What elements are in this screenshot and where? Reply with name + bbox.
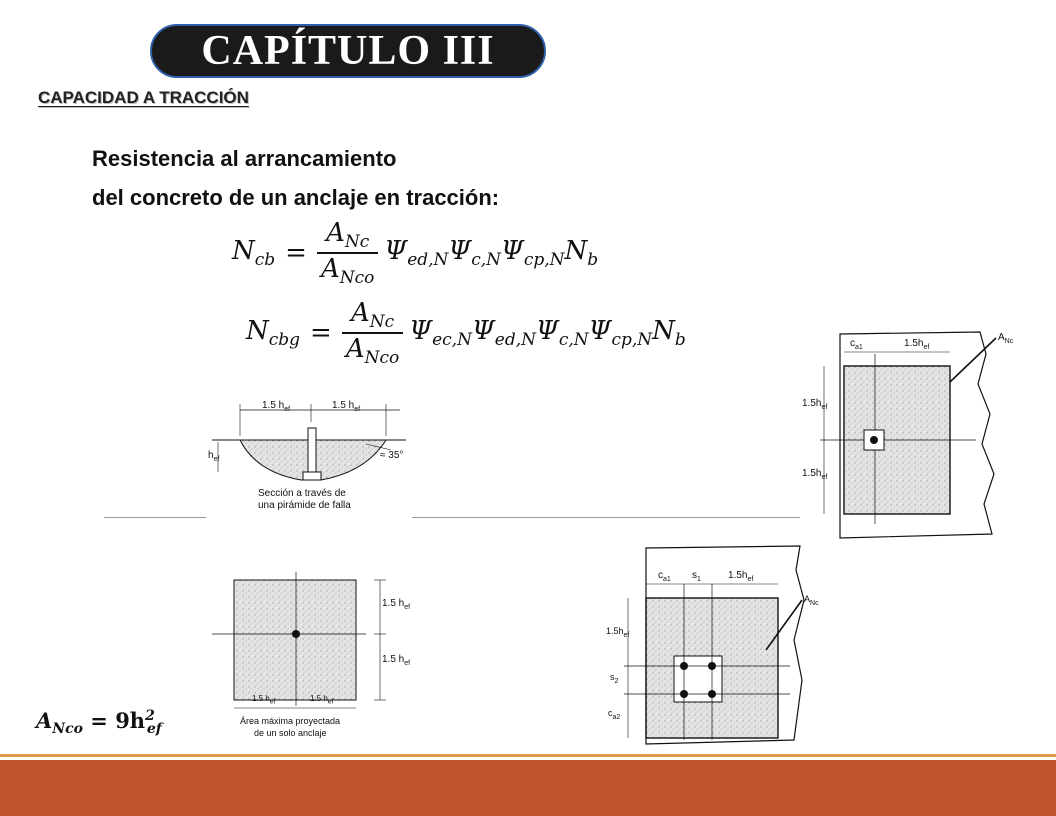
group-ca1: $c_{a1}$ xyxy=(658,570,671,583)
group-s1: $s_1$ xyxy=(692,570,701,583)
group-left-top: $1.5h_{ef}$ xyxy=(606,626,630,639)
footer-rule xyxy=(0,754,1056,757)
group-ca2: $c_{a2}$ xyxy=(608,708,621,721)
group-s2: $s_2$ xyxy=(610,672,619,685)
figure-edge-single xyxy=(800,324,1032,546)
section-caption-1: Sección a través de xyxy=(258,488,346,499)
group-top-right: $1.5h_{ef}$ xyxy=(728,570,754,583)
section-angle: ≈ 35° xyxy=(380,450,404,461)
heading-line-2: del concreto de un anclaje en tracción: xyxy=(92,185,500,210)
eq2-lhs: $N_{cbg}$ xyxy=(246,316,301,351)
plan-dim-top: 1.5 $h_{ef}$ xyxy=(382,598,411,611)
edge-left-top: $1.5h_{ef}$ xyxy=(802,398,828,411)
figure-plan-single xyxy=(206,566,412,742)
group-drawing xyxy=(604,540,842,746)
section-subtitle: CAPACIDAD A TRACCIÓN xyxy=(38,88,249,107)
edge-top-right: $1.5h_{ef}$ xyxy=(904,338,930,351)
edge-ca1: $c_{a1}$ xyxy=(850,338,863,351)
equation-ncbg: $N_{cbg}$ = $\frac{A_{Nc}}{A_{Nco}}$ $\Psi_{ec,N}\Psi_{ed,N}\Psi_{c,N}\Psi_{cp,N}N_b$ xyxy=(246,298,686,369)
chapter-banner xyxy=(150,24,546,78)
figure-anchor-group xyxy=(604,540,842,746)
heading-line-1: Resistencia al arrancamiento xyxy=(92,146,397,171)
edge-single-drawing xyxy=(800,324,1032,546)
edge-left-bottom: $1.5h_{ef}$ xyxy=(802,468,828,481)
edge-area-label: $A_{Nc}$ xyxy=(998,332,1014,345)
section-caption-2: una pirámide de falla xyxy=(258,500,351,511)
eq1-lhs: $N_{cb}$ xyxy=(232,236,276,271)
eq1-fraction: $\frac{A_{Nc}}{A_{Nco}}$ xyxy=(317,218,378,288)
eq1-factors: $\Psi_{ed,N}\Psi_{c,N}\Psi_{cp,N}N_b$ xyxy=(384,236,599,271)
figure-section-view xyxy=(206,392,412,520)
formula-anco: $A_{Nco} = 9h^2_{ef}$ xyxy=(36,708,162,738)
section-dim-right: 1.5 $h_{ef}$ xyxy=(332,400,361,413)
equation-ncb: $N_{cb}$ = $\frac{A_{Nc}}{A_{Nco}}$ $\Psi_{ed,N}\Psi_{c,N}\Psi_{cp,N}N_b$ xyxy=(232,218,599,289)
plan-caption-2: de un solo anclaje xyxy=(254,728,327,738)
plan-caption-1: Área máxima proyectada xyxy=(240,716,341,726)
plan-dim-bottom: 1.5 $h_{ef}$ xyxy=(382,654,411,667)
plan-dim-right: 1.5 $h_{ef}$ xyxy=(310,694,334,706)
eq2-factors: $\Psi_{ec,N}\Psi_{ed,N}\Psi_{c,N}\Psi_{cp,N}N_b$ xyxy=(409,316,686,351)
footer-bar xyxy=(0,760,1056,816)
section-depth-label: $h_{ef}$ xyxy=(208,450,220,463)
section-dim-left: 1.5 $h_{ef}$ xyxy=(262,400,291,413)
plan-dim-left: 1.5 $h_{ef}$ xyxy=(252,694,276,706)
eq2-fraction: $\frac{A_{Nc}}{A_{Nco}}$ xyxy=(342,298,403,368)
group-area-label: $A_{Nc}$ xyxy=(804,594,819,607)
chapter-title: CAPÍTULO III xyxy=(201,28,495,74)
